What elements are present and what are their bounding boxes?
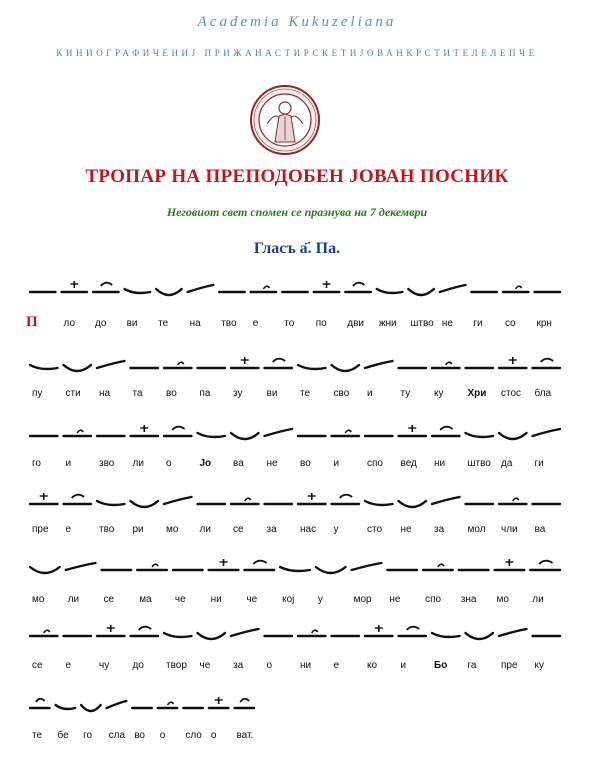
- neume-dip: [131, 501, 159, 507]
- lyric-syllable: и: [367, 388, 373, 399]
- lyric-syllable: и: [333, 458, 340, 469]
- lyrics-line: [28, 730, 568, 746]
- lyric-syllable: че: [174, 594, 186, 605]
- neume-kentima: [30, 699, 50, 708]
- lyric-syllable: во: [300, 458, 311, 469]
- lyric-syllable: чли: [501, 524, 518, 535]
- neume-kentima: [332, 495, 360, 504]
- lyric-syllable: ли: [199, 524, 211, 535]
- neume-ison: [64, 430, 92, 436]
- lyric-syllable: те: [158, 318, 169, 329]
- lyric-syllable: вед: [400, 458, 417, 469]
- lyric-syllable: пре: [501, 660, 518, 671]
- lyric-syllable: чу: [99, 660, 110, 671]
- lyric-syllable: за: [434, 524, 445, 535]
- lyric-syllable: за: [233, 660, 244, 671]
- lyric-syllable: Јо: [199, 458, 212, 469]
- neume-oligon: [499, 357, 527, 368]
- lyric-syllable: та: [132, 388, 143, 399]
- lyric-syllable: ни: [300, 660, 312, 671]
- lyric-syllable: че: [246, 594, 258, 605]
- neume-apo: [466, 433, 494, 437]
- lyric-syllable: сло: [185, 730, 202, 741]
- lyric-syllable: крн: [536, 318, 552, 329]
- lyrics-line: [28, 388, 568, 404]
- lyric-syllable: че: [199, 660, 211, 671]
- neume-oligon: [399, 425, 427, 436]
- neume-staff-line: [0, 548, 594, 588]
- neume-kentima: [64, 495, 92, 504]
- lyric-syllable: мо: [166, 524, 179, 535]
- subtitle: Неговиот свет спомен се празнува на 7 декември: [166, 205, 428, 219]
- lyric-syllable: ли: [132, 458, 144, 469]
- neume-kentima: [234, 699, 254, 708]
- lyric-syllable: ги: [534, 458, 544, 469]
- lyric-syllable: сти: [65, 388, 81, 399]
- neume-curve: [188, 285, 214, 292]
- lyric-syllable: ту: [400, 388, 411, 399]
- lyric-syllable: ва: [233, 458, 244, 469]
- lyric-syllable: те: [32, 730, 43, 741]
- lyric-syllable: о: [210, 730, 217, 741]
- lyric-syllable: ни: [434, 458, 446, 469]
- lyric-syllable: штво: [467, 458, 491, 469]
- neume-apo: [97, 501, 125, 505]
- lyric-syllable: во: [166, 388, 177, 399]
- lyric-syllable: бла: [534, 388, 552, 399]
- neume-curve: [533, 429, 561, 436]
- neume-curve: [265, 429, 293, 436]
- neume-ison: [251, 286, 277, 292]
- lyric-syllable: зу: [233, 388, 243, 399]
- neume-apo: [432, 633, 460, 637]
- neume-staff-line: [0, 686, 594, 726]
- neume-ison: [137, 564, 167, 570]
- lyric-syllable: е: [65, 660, 72, 671]
- neume-dip: [316, 567, 346, 573]
- neume-apo: [125, 289, 151, 293]
- lyric-syllable: твор: [166, 660, 187, 671]
- lyric-syllable: у: [317, 594, 323, 605]
- lyric-syllable: Хри: [467, 388, 487, 399]
- dedication-line: КИНИОГРАФИЧЕНИЈ ПРИЖАНАСТИРСКЕТИЈОВАНКРСТИТЕЛЕЛЕПЧЕ: [56, 48, 538, 58]
- neume-dip: [332, 365, 360, 371]
- neume-curve: [499, 629, 527, 636]
- lyric-syllable: сто: [367, 524, 383, 535]
- neume-oligon: [30, 493, 58, 504]
- neume-oligon: [231, 357, 259, 368]
- neume-apo: [30, 365, 58, 369]
- lyric-syllable: спо: [367, 458, 383, 469]
- lyric-syllable: до: [132, 660, 144, 671]
- neume-staff-line: [0, 482, 594, 522]
- neume-curve: [352, 563, 382, 570]
- lyrics-line: [28, 660, 568, 676]
- lyric-syllable: на: [189, 318, 201, 329]
- lyric-syllable: мо: [32, 594, 45, 605]
- lyric-syllable: штво: [410, 318, 434, 329]
- neume-curve: [66, 563, 96, 570]
- neume-oligon: [314, 281, 340, 292]
- lyric-syllable: бе: [57, 730, 69, 741]
- neume-dip: [30, 567, 60, 573]
- lyric-syllable: пу: [32, 388, 43, 399]
- neume-oligon: [298, 493, 326, 504]
- lyrics-line: [28, 524, 568, 540]
- lyric-syllable: ви: [126, 318, 138, 329]
- neume-kentima: [131, 627, 159, 636]
- lyric-syllable: го: [32, 458, 41, 469]
- lyric-syllable: то: [284, 318, 295, 329]
- neume-ison: [231, 498, 259, 504]
- lyric-syllable: се: [233, 524, 244, 535]
- lyric-syllable: ни: [210, 594, 222, 605]
- neume-ison: [298, 630, 326, 636]
- lyric-syllable: мол: [467, 524, 486, 535]
- lyric-syllable: ли: [532, 594, 544, 605]
- neume-kentima: [265, 359, 293, 368]
- lyric-syllable: и: [400, 660, 407, 671]
- neume-staff-line: [0, 346, 594, 386]
- lyric-syllable: не: [400, 524, 412, 535]
- neume-oligon: [62, 281, 88, 292]
- neume-ison: [332, 430, 360, 436]
- lyric-syllable: е: [65, 524, 72, 535]
- lyric-syllable: мо: [496, 594, 509, 605]
- lyric-syllable: ку: [534, 660, 544, 671]
- lyric-syllable: у: [333, 524, 339, 535]
- lyric-syllable: мор: [353, 594, 372, 605]
- neume-apo: [298, 365, 326, 369]
- lyric-syllable: и: [65, 458, 72, 469]
- lyric-syllable: жни: [378, 318, 397, 329]
- neume-dip: [408, 289, 434, 295]
- neume-apo: [56, 705, 76, 709]
- neume-oligon: [365, 625, 393, 636]
- neume-oligon: [209, 559, 239, 570]
- lyric-syllable: спо: [425, 594, 442, 605]
- lyric-syllable: ви: [266, 388, 278, 399]
- neume-dip: [499, 433, 527, 439]
- lyric-syllable: во: [134, 730, 145, 741]
- neume-kentima: [533, 359, 561, 368]
- neume-dip: [198, 633, 226, 639]
- lyric-syllable: тво: [99, 524, 115, 535]
- neume-apo: [377, 289, 403, 293]
- lyric-syllable: П: [26, 314, 38, 330]
- academia-header: Academia Kukuzeliana: [197, 14, 397, 30]
- page-title: ТРОПАР НА ПРЕПОДОБЕН ЈОВАН ПОСНИК: [85, 166, 509, 187]
- lyrics-line: [28, 594, 568, 610]
- lyric-syllable: Бо: [434, 660, 448, 671]
- lyric-syllable: е: [252, 318, 259, 329]
- neume-curve: [432, 497, 460, 504]
- lyric-syllable: пре: [32, 524, 49, 535]
- neume-staff-line: [0, 614, 594, 654]
- lyric-syllable: ко: [367, 660, 378, 671]
- lyric-syllable: зна: [460, 594, 477, 605]
- lyric-syllable: е: [333, 660, 340, 671]
- neume-curve: [365, 361, 393, 368]
- lyric-syllable: за: [266, 524, 277, 535]
- neume-oligon: [97, 625, 125, 636]
- lyric-syllable: зво: [99, 458, 115, 469]
- neume-ison: [164, 362, 192, 368]
- lyric-syllable: сво: [333, 388, 350, 399]
- lyric-syllable: о: [159, 730, 166, 741]
- neume-apo: [198, 433, 226, 437]
- lyric-syllable: сла: [108, 730, 126, 741]
- neume-apo: [164, 633, 192, 637]
- lyric-syllable: до: [95, 318, 107, 329]
- neume-apo: [365, 501, 393, 505]
- neume-oligon: [209, 697, 229, 708]
- lyric-syllable: не: [389, 594, 401, 605]
- neume-dip: [466, 633, 494, 639]
- neume-kentima: [399, 627, 427, 636]
- neume-dip: [399, 501, 427, 507]
- neume-ison: [158, 702, 178, 708]
- lyric-syllable: га: [467, 660, 477, 671]
- monastery-seal: [249, 84, 321, 156]
- lyric-syllable: о: [166, 458, 172, 469]
- neume-dip: [156, 289, 182, 295]
- neume-dip: [64, 365, 92, 371]
- lyric-syllable: нас: [300, 524, 317, 535]
- lyrics-line: [26, 314, 568, 334]
- neume-apo: [280, 567, 310, 571]
- neume-ison: [499, 498, 527, 504]
- neume-kentima: [244, 561, 274, 570]
- neume-curve: [440, 285, 466, 292]
- neume-kentima: [530, 561, 560, 570]
- lyric-syllable: се: [103, 594, 115, 605]
- neume-ison: [423, 564, 453, 570]
- lyric-syllable: ва: [534, 524, 546, 535]
- lyric-syllable: по: [315, 318, 327, 329]
- neume-ison: [432, 362, 460, 368]
- lyric-syllable: па: [199, 388, 211, 399]
- lyric-syllable: ги: [473, 318, 483, 329]
- lyric-syllable: ли: [67, 594, 80, 605]
- lyric-syllable: ло: [63, 318, 76, 329]
- lyric-syllable: кој: [282, 594, 295, 605]
- mode-label: Гласъ а҃. Па.: [253, 240, 341, 257]
- neume-kentima: [432, 427, 460, 436]
- lyric-syllable: го: [83, 730, 93, 741]
- neume-curve: [231, 629, 259, 636]
- lyric-syllable: ма: [139, 594, 152, 605]
- lyric-syllable: тво: [221, 318, 237, 329]
- neume-kentima: [93, 283, 119, 292]
- lyric-syllable: дви: [347, 318, 365, 329]
- neume-kentima: [164, 427, 192, 436]
- neume-kentima: [345, 283, 371, 292]
- lyric-syllable: не: [441, 318, 453, 329]
- lyric-syllable: стос: [501, 388, 522, 399]
- neume-ison: [503, 286, 529, 292]
- neume-oligon: [131, 425, 159, 436]
- lyrics-line: [28, 458, 568, 474]
- lyric-syllable: ри: [132, 524, 144, 535]
- neume-curve: [107, 701, 127, 708]
- lyric-syllable: се: [32, 660, 43, 671]
- lyric-syllable: о: [266, 660, 273, 671]
- neume-ison: [30, 630, 58, 636]
- lyric-syllable: не: [266, 458, 278, 469]
- lyric-syllable: на: [99, 388, 111, 399]
- lyric-syllable: ку: [434, 388, 444, 399]
- neume-staff-line: [0, 270, 594, 310]
- lyric-syllable: да: [501, 458, 513, 469]
- neume-staff-line: [0, 414, 594, 454]
- neume-curve: [97, 361, 125, 368]
- neume-oligon: [495, 559, 525, 570]
- neume-dip: [231, 433, 259, 439]
- lyric-syllable: те: [300, 388, 311, 399]
- neume-curve: [164, 497, 192, 504]
- lyric-syllable: со: [504, 318, 516, 329]
- neume-dip: [81, 705, 101, 711]
- lyric-syllable: ват.: [236, 730, 254, 741]
